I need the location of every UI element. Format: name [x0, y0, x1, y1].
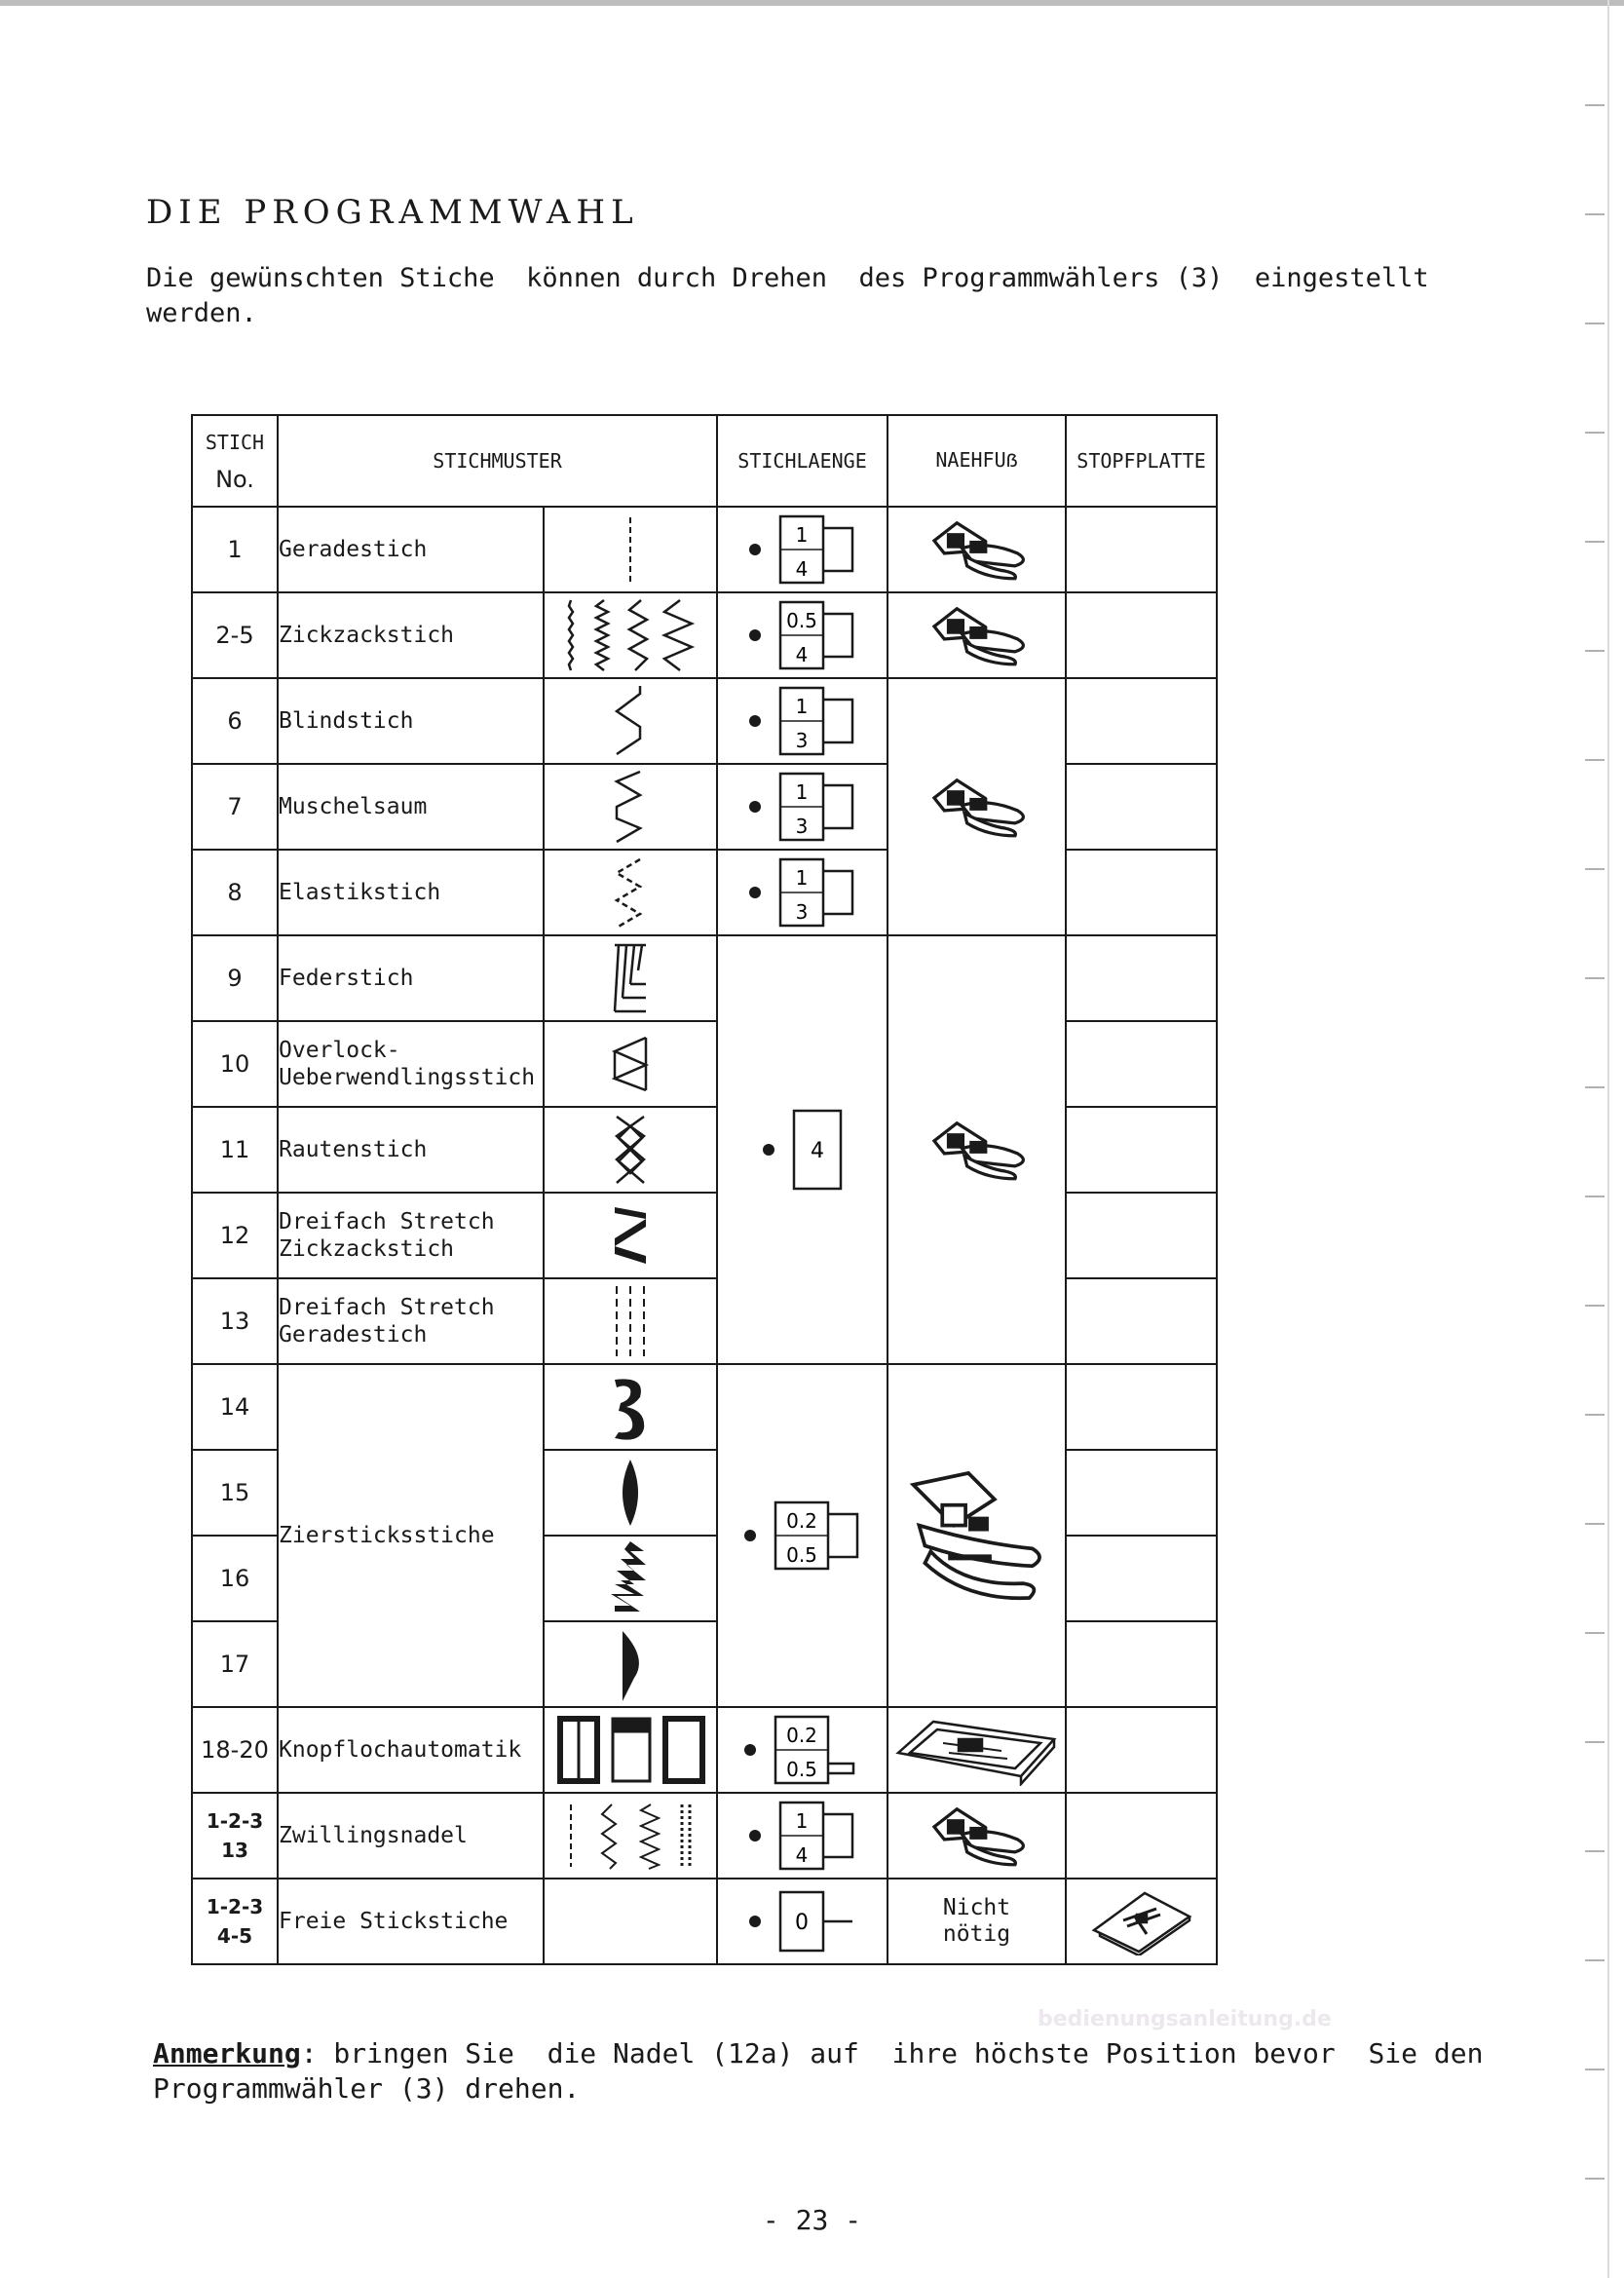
table-row: [192, 678, 1217, 764]
page-number: - 23 -: [762, 2204, 862, 2236]
bullet-icon: [749, 887, 761, 898]
length-min: 1: [795, 523, 808, 547]
table-row: [192, 935, 1217, 1021]
length-max: 3: [795, 729, 808, 752]
row-stitch-name: Zwillingsnadel: [278, 1793, 544, 1879]
header-stichlaenge: STICHLAENGE: [717, 415, 888, 507]
header-stich-no: [192, 415, 278, 507]
standard-foot-icon: [888, 507, 1066, 592]
decorative-stitch-14-icon: [544, 1364, 717, 1450]
length-min: 0.2: [785, 1724, 817, 1747]
row-stitch-name: Blindstich: [278, 678, 544, 764]
length-range-icon: [778, 772, 856, 842]
header-naehfuss: NAEHFUẞ: [888, 415, 1066, 507]
standard-foot-icon: [888, 592, 1066, 678]
row-stitch-name: Overlock- Ueberwendlingsstich: [278, 1021, 544, 1107]
stitch-length-cell: [717, 1879, 888, 1964]
header-stich-line1: STICH: [205, 430, 265, 454]
straight-stitch-pattern-icon: [544, 507, 717, 592]
plate-cell: [1066, 1278, 1217, 1364]
length-zero-icon: [778, 1886, 856, 1956]
plate-cell: [1066, 1536, 1217, 1621]
row-number: 2-5: [192, 592, 278, 678]
decorative-stitch-15-icon: [544, 1450, 717, 1536]
bullet-icon: [749, 715, 761, 727]
feather-stitch-pattern-icon: [544, 935, 717, 1021]
length-range-icon: [774, 1500, 861, 1571]
header-stichmuster: STICHMUSTER: [278, 415, 717, 507]
length-range-icon: [778, 686, 856, 756]
stitch-length-cell: [717, 764, 888, 850]
margin-tick-marks: [1566, 0, 1624, 2278]
plate-cell: [1066, 1621, 1217, 1707]
table-row: [192, 507, 1217, 592]
table-row: [192, 1364, 1217, 1450]
header-stich-line2: No.: [215, 465, 254, 493]
note-label: Anmerkung: [153, 2037, 301, 2069]
length-max: 4: [795, 1843, 808, 1867]
plate-cell: [1066, 678, 1217, 764]
decorative-stitch-16-icon: [544, 1536, 717, 1621]
row-number: 1-2-3 13: [192, 1793, 278, 1879]
buttonhole-foot-icon: [888, 1707, 1066, 1793]
shell-hem-pattern-icon: [544, 764, 717, 850]
plate-cell: [1066, 1793, 1217, 1879]
plate-cell: [1066, 764, 1217, 850]
length-range-icon: [774, 1715, 861, 1785]
foot-not-needed-text: Nicht nötig: [942, 1895, 1011, 1947]
row-stitch-name: Knopflochautomatik: [278, 1707, 544, 1793]
row-stitch-name: Federstich: [278, 935, 544, 1021]
length-min: 0.2: [785, 1509, 817, 1533]
stitch-length-cell: [717, 507, 888, 592]
bullet-icon: [749, 1830, 761, 1841]
row-number: 8: [192, 850, 278, 935]
plate-cell: [1066, 507, 1217, 592]
plate-cell: [1066, 1364, 1217, 1450]
pattern-cell-empty: [544, 1879, 717, 1964]
row-stitch-name: Elastikstich: [278, 850, 544, 935]
row-number: 13: [192, 1278, 278, 1364]
plate-cell: [1066, 935, 1217, 1021]
standard-foot-icon: [888, 1793, 1066, 1879]
bullet-icon: [749, 1916, 761, 1927]
triple-zigzag-pattern-icon: [544, 1193, 717, 1278]
stitch-length-cell: [717, 850, 888, 935]
length-value: 4: [810, 1139, 824, 1163]
bullet-icon: [749, 629, 761, 641]
length-max: 3: [795, 815, 808, 838]
plate-cell: [1066, 1107, 1217, 1193]
table-row: [192, 1879, 1217, 1964]
table-row: [192, 1707, 1217, 1793]
bullet-icon: [744, 1744, 756, 1756]
blind-stitch-pattern-icon: [544, 678, 717, 764]
length-range-icon: [778, 514, 856, 585]
row-stitch-name: Dreifach Stretch Geradestich: [278, 1278, 544, 1364]
length-min: 0.5: [785, 609, 817, 632]
row-number: 12: [192, 1193, 278, 1278]
length-range-icon: [778, 857, 856, 928]
watermark-text: bedienungsanleitung.de: [1038, 2007, 1332, 2031]
stitch-length-cell: [717, 935, 888, 1364]
length-range-icon: [778, 600, 856, 670]
note-paragraph: [153, 2036, 1517, 2107]
plate-cell: [1066, 592, 1217, 678]
length-min: 1: [795, 695, 808, 718]
stitch-length-cell: [717, 678, 888, 764]
row-number: 16: [192, 1536, 278, 1621]
row-stitch-name: Rautenstich: [278, 1107, 544, 1193]
stitch-length-cell: [717, 1364, 888, 1707]
plate-cell: [1066, 1193, 1217, 1278]
row-stitch-name: Dreifach Stretch Zickzackstich: [278, 1193, 544, 1278]
row-number: 14: [192, 1364, 278, 1450]
satin-foot-icon: [888, 1364, 1066, 1707]
length-max: 4: [795, 557, 808, 581]
diamond-stitch-pattern-icon: [544, 1107, 717, 1193]
row-number: 9: [192, 935, 278, 1021]
row-number: 11: [192, 1107, 278, 1193]
bullet-icon: [749, 801, 761, 813]
row-stitch-name: Geradestich: [278, 507, 544, 592]
row-number: 15: [192, 1450, 278, 1536]
length-max: 0.5: [785, 1543, 817, 1567]
elastic-stitch-pattern-icon: [544, 850, 717, 935]
length-max: 3: [795, 900, 808, 924]
plate-cell: [1066, 850, 1217, 935]
row-number: 7: [192, 764, 278, 850]
row-number: 10: [192, 1021, 278, 1107]
length-min: 1: [795, 780, 808, 804]
header-stopfplatte: STOPFPLATTE: [1066, 415, 1217, 507]
buttonhole-pattern-icon: [544, 1707, 717, 1793]
zigzag-stitch-pattern-icon: [544, 592, 717, 678]
stitch-length-cell: [717, 1707, 888, 1793]
plate-cell: [1066, 1021, 1217, 1107]
length-max: 0.5: [785, 1758, 817, 1781]
intro-paragraph: Die gewünschten Stiche können durch Drehen des Programmwählers (3) eingestellt werden.: [146, 263, 1429, 328]
row-number: 18-20: [192, 1707, 278, 1793]
table-row: [192, 592, 1217, 678]
length-value: 0: [794, 1911, 809, 1935]
stitch-length-cell: [717, 1793, 888, 1879]
darning-plate-icon: [1066, 1879, 1217, 1964]
bullet-icon: [749, 544, 761, 555]
twin-needle-pattern-icon: [544, 1793, 717, 1879]
length-fixed-icon: [792, 1109, 843, 1191]
plate-cell: [1066, 1707, 1217, 1793]
length-min: 1: [795, 1809, 808, 1833]
row-number: 17: [192, 1621, 278, 1707]
standard-foot-icon: [888, 935, 1066, 1364]
bullet-icon: [763, 1144, 774, 1156]
table-row: [192, 1793, 1217, 1879]
row-number: 6: [192, 678, 278, 764]
length-range-icon: [778, 1801, 856, 1871]
stitch-length-cell: [717, 592, 888, 678]
note-text: : bringen Sie die Nadel (12a) auf ihre höchste Position bevor Sie den Programmwähler (3) drehen.: [153, 2037, 1484, 2105]
page-title: DIE PROGRAMMWAHL: [146, 193, 639, 232]
row-number: 1-2-3 4-5: [192, 1879, 278, 1964]
row-stitch-name: Freie Stickstiche: [278, 1879, 544, 1964]
stitch-program-table: [191, 414, 1218, 1965]
row-stitch-name: Zickzackstich: [278, 592, 544, 678]
plate-cell: [1066, 1450, 1217, 1536]
overlock-stitch-pattern-icon: [544, 1021, 717, 1107]
bullet-icon: [744, 1530, 756, 1541]
length-min: 1: [795, 866, 808, 890]
row-stitch-name: Ziersticksstiche: [278, 1364, 544, 1707]
row-stitch-name: Muschelsaum: [278, 764, 544, 850]
foot-cell: [888, 1879, 1066, 1964]
decorative-stitch-17-icon: [544, 1621, 717, 1707]
length-max: 4: [795, 643, 808, 666]
standard-foot-icon: [888, 678, 1066, 935]
top-border-line: [0, 0, 1624, 6]
triple-straight-pattern-icon: [544, 1278, 717, 1364]
row-number: 1: [192, 507, 278, 592]
